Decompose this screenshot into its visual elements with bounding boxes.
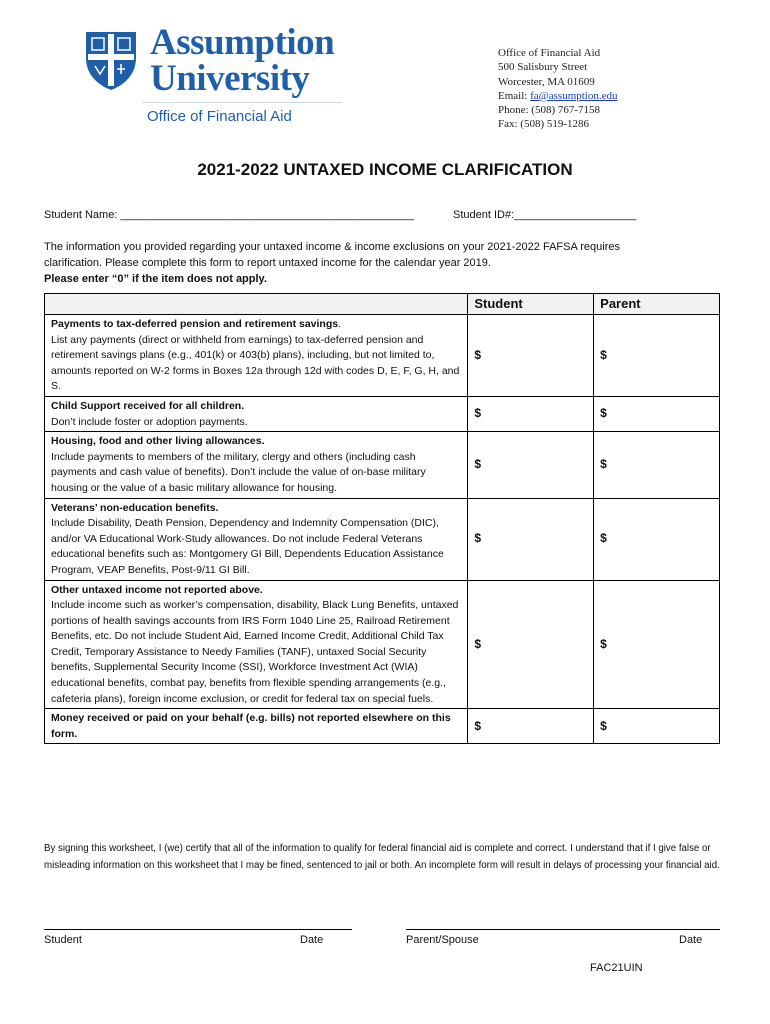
student-date-label: Date — [300, 934, 324, 946]
table-row — [45, 580, 720, 709]
row-title-suffix: . — [338, 318, 342, 330]
row-title: Veterans’ non-education benefits. — [51, 501, 219, 514]
row-title: Other untaxed income not reported above. — [51, 583, 263, 596]
contact-email-row — [498, 89, 618, 103]
row-title: Money received or paid on your behalf (e.g. bills) not reported elsewhere on this form. — [51, 712, 451, 740]
parent-signature-line[interactable] — [406, 929, 720, 930]
table-row — [45, 498, 720, 580]
student-signature-line[interactable] — [44, 929, 352, 930]
row-title: Housing, food and other living allowances. — [51, 435, 265, 448]
logo-divider — [142, 102, 342, 103]
university-logo — [82, 22, 344, 130]
intro-line2: clarification. Please complete this form to report untaxed income for the calendar year 2019. — [44, 257, 491, 269]
row-description — [45, 709, 468, 744]
student-id-field[interactable]: Student ID#:____________________ — [453, 209, 637, 221]
table-header-blank — [45, 294, 468, 315]
contact-block — [498, 46, 618, 132]
intro-instruction: Please enter “0” if the item does not apply. — [44, 273, 267, 285]
row-description — [45, 580, 468, 709]
row-body: Don’t include foster or adoption payments. — [51, 415, 248, 428]
shield-crest-icon — [82, 28, 140, 92]
row-description — [45, 432, 468, 498]
row-title: Child Support received for all children. — [51, 399, 245, 412]
table-header-row — [45, 294, 720, 315]
row-body: Include payments to members of the military, clergy and others (including cash payments and cash value of benefits). Don’t include the value of on-base military housing or the value of a basic military allowance for housing. — [51, 450, 426, 494]
student-amount-field[interactable]: $ — [468, 315, 594, 397]
contact-office: Office of Financial Aid — [498, 47, 601, 59]
table-row — [45, 709, 720, 744]
student-amount-field[interactable]: $ — [468, 432, 594, 498]
parent-amount-field[interactable]: $ — [594, 396, 720, 431]
parent-amount-field[interactable]: $ — [594, 498, 720, 580]
parent-amount-field[interactable]: $ — [594, 709, 720, 744]
logo-name-line2: University — [150, 58, 310, 99]
row-body: Include income such as worker’s compensation, disability, Black Lung Benefits, untaxed portions of health savings accounts from IRS Form 1040 Line 25, Railroad Retirement Benefits, etc. Do not include Student Aid, Earned Income Credit, Additional Child Tax Credit, Temporary Assistance to Needy Families (TANF), untaxed Social Security benefits, Supplemental Security Income (SSI), Workforce Investment Act (WIA) educational benefits, combat pay, benefits from flexible spending arrangements (e.g., cafeteria plans), foreign income exclusion, or credit for federal tax on special fuels. — [51, 599, 459, 705]
parent-signature-label: Parent/Spouse — [406, 934, 479, 946]
row-title: Payments to tax-deferred pension and retirement savings — [51, 318, 339, 330]
student-amount-field[interactable]: $ — [468, 580, 594, 709]
row-body: List any payments (direct or withheld from earnings) to tax-deferred pension and retirement savings plans (e.g., 401(k) or 403(b) plans), including, but not limited to, amounts reported on W-2 forms in Boxes 12a through 12d with codes D, E, F, G, H, and S. — [51, 333, 460, 393]
student-amount-field[interactable]: $ — [468, 396, 594, 431]
row-description — [45, 396, 468, 431]
certification-statement: By signing this worksheet, I (we) certify that all of the information to qualify for federal financial aid is complete and correct. I understand that if I give false or misleading information on this worksheet that I may be fined, sentenced to jail or both. An incomplete form will result in delays of processing your financial aid. — [44, 843, 720, 871]
table-header-student: Student — [468, 294, 594, 315]
student-name-field[interactable]: Student Name: ________________________________________________ — [44, 209, 415, 221]
untaxed-income-table — [44, 293, 720, 744]
logo-office-name: Office of Financial Aid — [147, 108, 292, 125]
parent-amount-field[interactable]: $ — [594, 432, 720, 498]
logo-name-line1: Assumption — [150, 22, 335, 63]
form-title: 2021-2022 UNTAXED INCOME CLARIFICATION — [197, 160, 573, 179]
row-body: Include Disability, Death Pension, Dependency and Indemnity Compensation (DIC), and/or VA Educational Work-Study allowances. Do not include Federal Veterans educational benefits such as: Montgomery GI Bill, Dependents Education Assistance Program, VEAP Benefits, Post-9/11 GI Bill. — [51, 517, 444, 576]
contact-street: 500 Salisbury Street — [498, 61, 588, 74]
row-description — [45, 315, 468, 397]
parent-date-label: Date — [679, 934, 703, 946]
contact-city: Worcester, MA 01609 — [498, 75, 595, 88]
row-description — [45, 498, 468, 580]
table-header-parent: Parent — [594, 294, 720, 315]
intro-line1: The information you provided regarding your untaxed income & income exclusions on your 2021-2022 FAFSA requires — [44, 241, 620, 253]
student-amount-field[interactable]: $ — [468, 498, 594, 580]
contact-email-link[interactable]: fa@assumption.edu — [530, 89, 618, 102]
contact-phone: Phone: (508) 767-7158 — [498, 104, 601, 117]
student-signature-label: Student — [44, 934, 82, 946]
table-row — [45, 315, 720, 397]
form-code: FAC21UIN — [590, 962, 643, 974]
intro-text — [44, 239, 724, 287]
parent-amount-field[interactable]: $ — [594, 315, 720, 397]
table-row — [45, 432, 720, 498]
parent-amount-field[interactable]: $ — [594, 580, 720, 709]
contact-fax: Fax: (508) 519-1286 — [498, 118, 590, 131]
contact-email-label: Email: — [498, 89, 528, 102]
table-row — [45, 396, 720, 431]
student-amount-field[interactable]: $ — [468, 709, 594, 744]
